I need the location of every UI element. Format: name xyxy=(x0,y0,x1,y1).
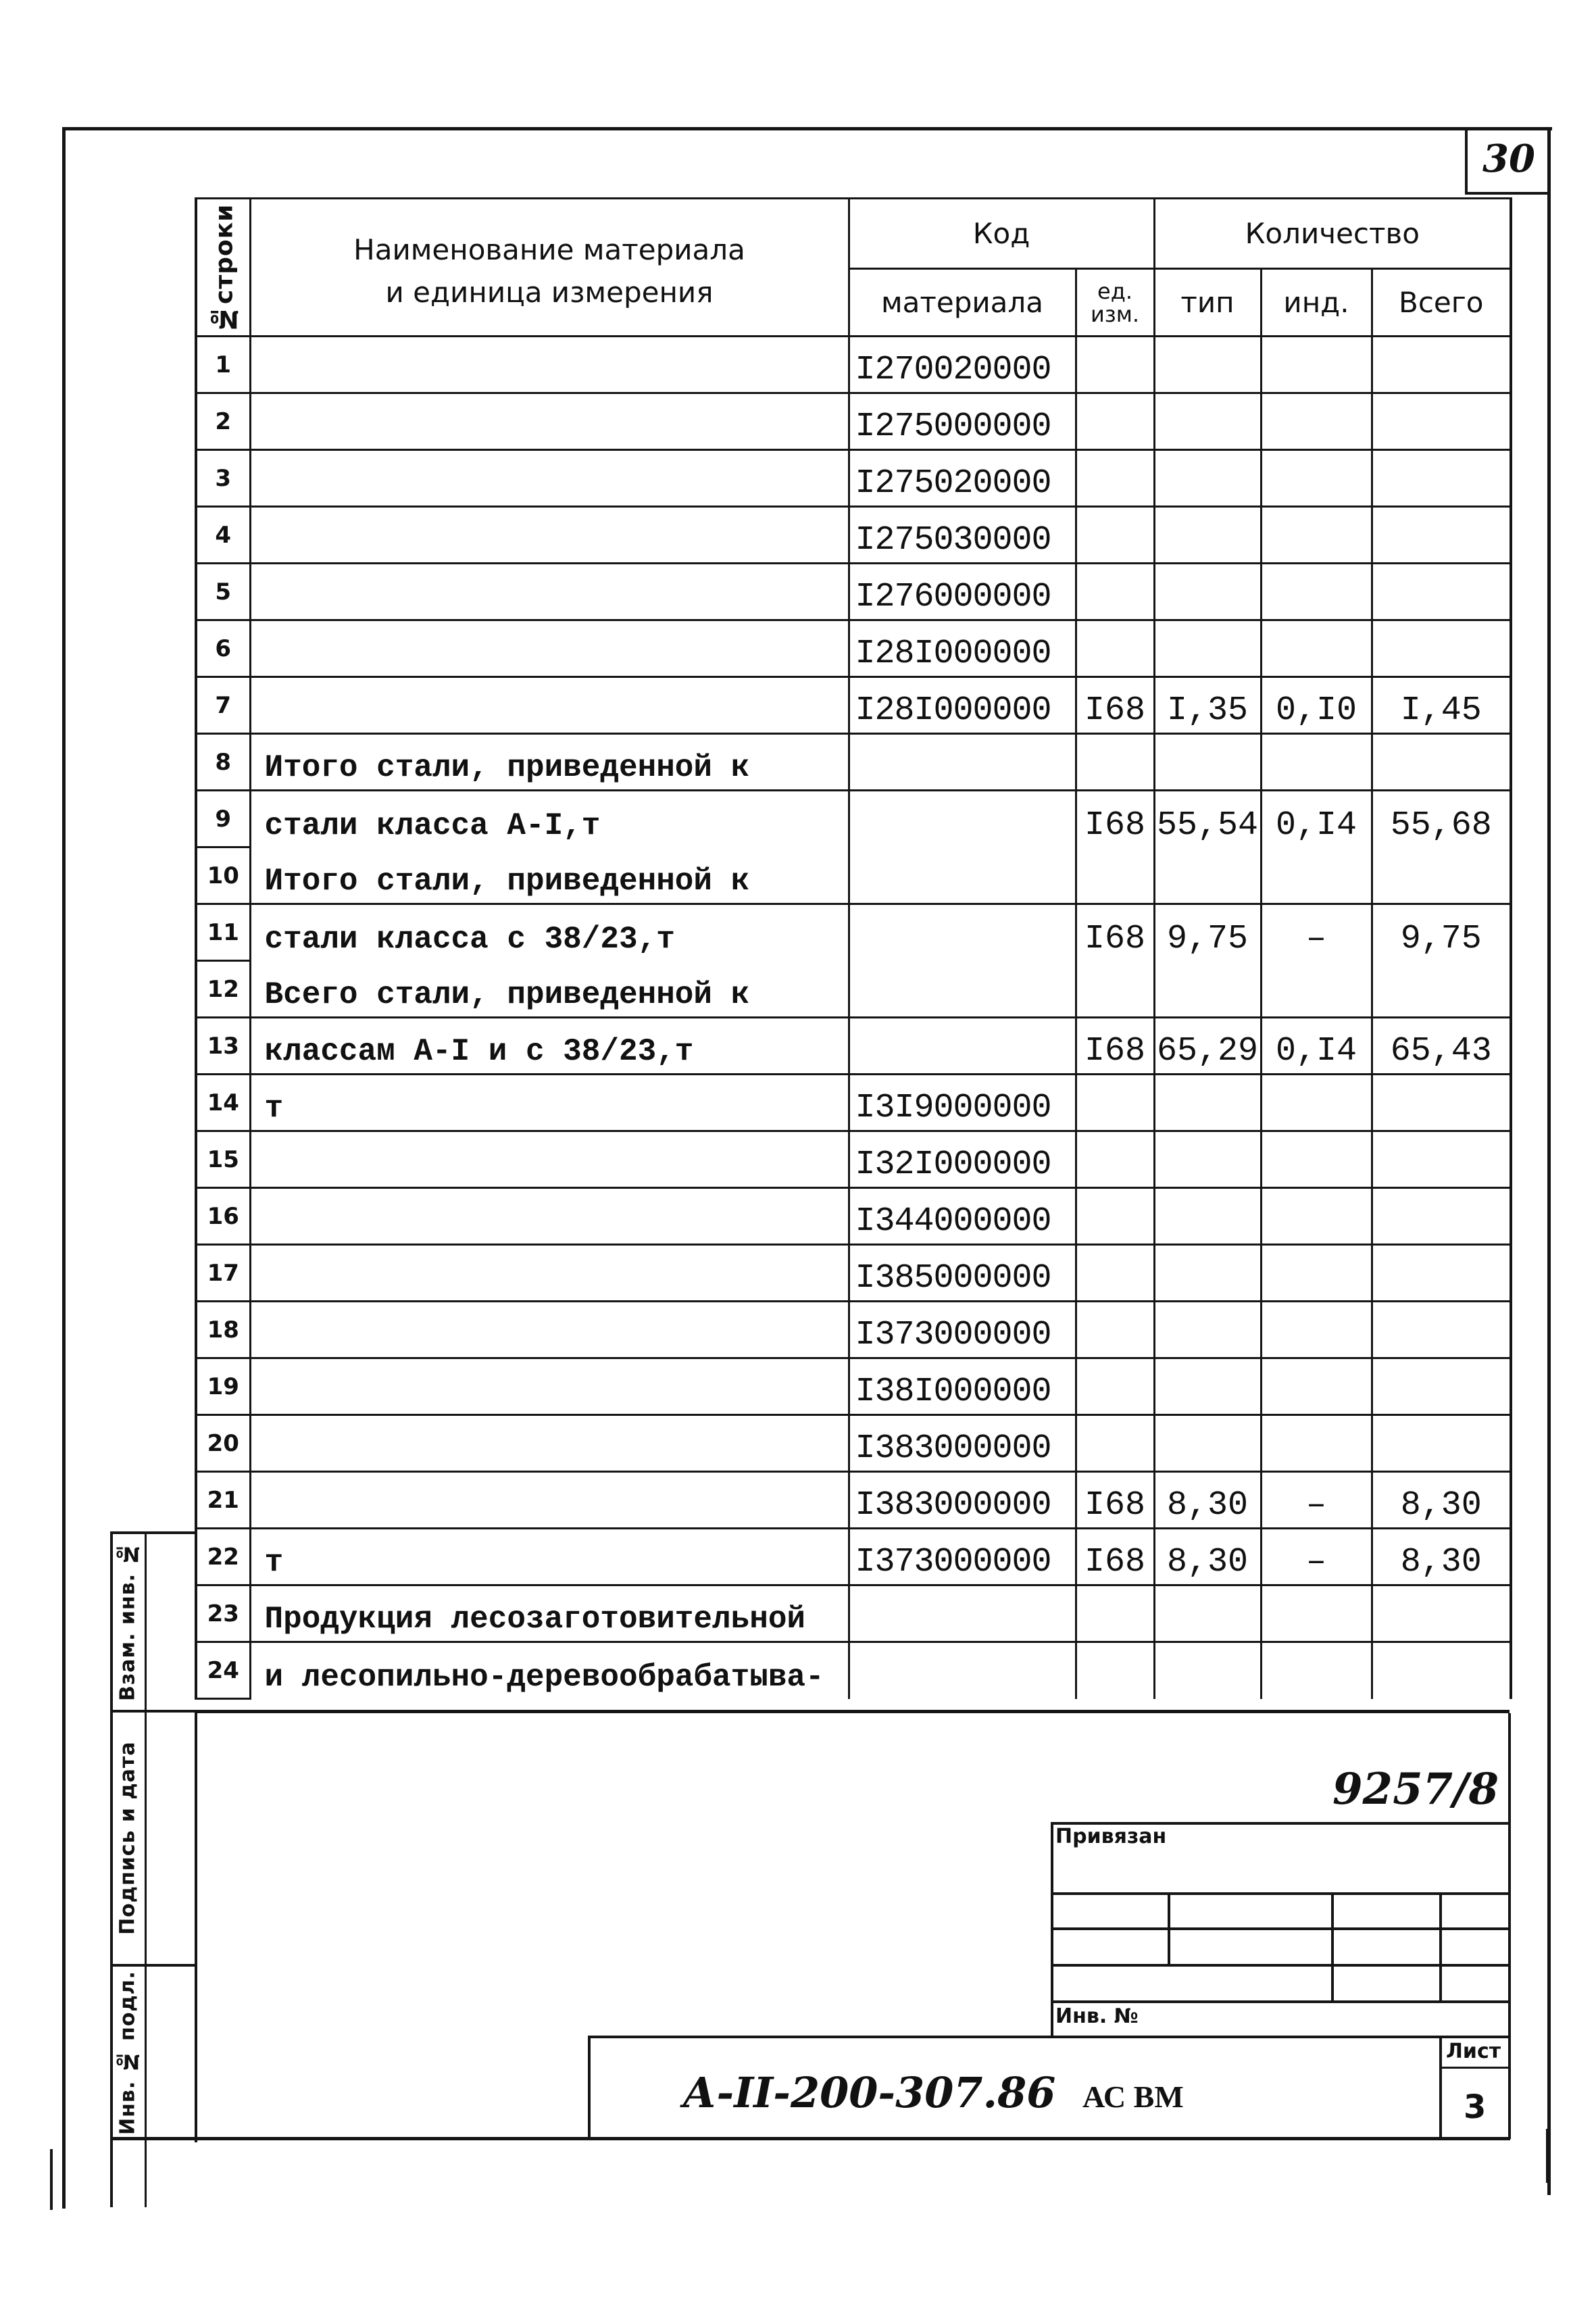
unit-code-cell xyxy=(1076,1358,1154,1415)
material-name-cell: т xyxy=(250,1075,849,1131)
unit-code-cell xyxy=(1076,450,1154,507)
qty-total-cell: 8,30 xyxy=(1372,1472,1511,1529)
table-row xyxy=(196,620,1511,677)
table-row xyxy=(196,1188,1511,1245)
qty-total-cell xyxy=(1372,393,1511,450)
qty-total-cell xyxy=(1372,734,1511,791)
material-code-cell xyxy=(849,1018,1076,1075)
table-row xyxy=(196,1358,1511,1415)
material-code-cell: I32I000000 xyxy=(849,1131,1076,1188)
qty-total-cell xyxy=(1372,1642,1511,1699)
row-number-header: №строки xyxy=(196,199,250,337)
qty-ind-cell xyxy=(1261,1358,1372,1415)
qty-ind-cell xyxy=(1261,564,1372,620)
tb-col-1 xyxy=(1168,1892,1170,1967)
unit-code-cell: I68 xyxy=(1076,1529,1154,1585)
row-number-cell: 21 xyxy=(196,1472,250,1529)
qty-ind-cell xyxy=(1261,337,1372,393)
name-header-line2: и единица измерения xyxy=(385,276,714,309)
tb-main-left xyxy=(588,2036,591,2140)
qty-type-cell xyxy=(1154,1131,1261,1188)
material-name-cell xyxy=(250,1131,849,1188)
name-header xyxy=(250,199,849,337)
material-code-cell: I373000000 xyxy=(849,1529,1076,1585)
qty-type-cell xyxy=(1154,620,1261,677)
qty-type-cell xyxy=(1154,734,1261,791)
material-name-cell xyxy=(250,620,849,677)
table-bottom-line xyxy=(195,1710,1510,1713)
document-code xyxy=(682,2068,1184,2117)
table-row xyxy=(196,1472,1511,1529)
qty-type-cell: 65,29 xyxy=(1154,1018,1261,1075)
qty-type-cell xyxy=(1154,564,1261,620)
table-row xyxy=(196,734,1511,791)
unit-code-cell xyxy=(1076,507,1154,564)
margin-outer-left xyxy=(195,1710,197,2142)
qty-total-cell: 65,43 xyxy=(1372,1018,1511,1075)
qty-total-cell xyxy=(1372,1245,1511,1302)
row-number-cell: 20 xyxy=(196,1415,250,1472)
qty-type-cell: 8,30 xyxy=(1154,1529,1261,1585)
margin-sep-2 xyxy=(110,1964,197,1967)
material-code-cell: I28I000000 xyxy=(849,620,1076,677)
material-code-cell xyxy=(849,1585,1076,1642)
material-code-cell xyxy=(849,847,1076,904)
table-row xyxy=(196,1075,1511,1131)
qty-type-cell xyxy=(1154,1075,1261,1131)
qty-type-cell: I,35 xyxy=(1154,677,1261,734)
unit-code-cell xyxy=(1076,1415,1154,1472)
table-row xyxy=(196,1585,1511,1642)
name-header-line1: Наименование материала xyxy=(353,233,745,266)
unit-code-cell xyxy=(1076,1245,1154,1302)
binding-tick-left xyxy=(50,2149,53,2210)
row-number-cell: 4 xyxy=(196,507,250,564)
material-name-cell: Всего стали, приведенной к xyxy=(250,961,849,1018)
material-code-cell: I270020000 xyxy=(849,337,1076,393)
material-name-cell xyxy=(250,1415,849,1472)
unit-code-cell: I68 xyxy=(1076,677,1154,734)
material-code-cell: I373000000 xyxy=(849,1302,1076,1358)
material-name-cell: классам А-I и с 38/23,т xyxy=(250,1018,849,1075)
material-code-cell: I344000000 xyxy=(849,1188,1076,1245)
tb-sheet-divider xyxy=(1439,2067,1510,2069)
document-code-suffix: АС ВМ xyxy=(1082,2079,1184,2114)
page-stamp: 30 xyxy=(1482,137,1535,181)
frame-right xyxy=(1547,127,1551,2195)
table-row xyxy=(196,450,1511,507)
qty-ind-cell xyxy=(1261,961,1372,1018)
sign-date-label: Подпись и дата xyxy=(116,1741,140,1936)
material-name-cell: Итого стали, приведенной к xyxy=(250,847,849,904)
unit-code-cell xyxy=(1076,1131,1154,1188)
material-name-cell xyxy=(250,450,849,507)
table-row xyxy=(196,677,1511,734)
qty-total-cell xyxy=(1372,1415,1511,1472)
material-name-cell: Итого стали, приведенной к xyxy=(250,734,849,791)
material-name-cell xyxy=(250,1245,849,1302)
table-row xyxy=(196,564,1511,620)
qty-total-cell xyxy=(1372,1188,1511,1245)
material-code-cell: I275000000 xyxy=(849,393,1076,450)
material-name-cell xyxy=(250,1358,849,1415)
row-number-cell: 22 xyxy=(196,1529,250,1585)
qty-type-cell: 55,54 xyxy=(1154,791,1261,847)
material-code-cell: I3I9000000 xyxy=(849,1075,1076,1131)
qty-total-cell xyxy=(1372,564,1511,620)
unit-code-cell xyxy=(1076,393,1154,450)
qty-ind-cell xyxy=(1261,507,1372,564)
frame-left xyxy=(62,127,66,2209)
qty-total-header: Всего xyxy=(1372,269,1511,337)
qty-type-cell xyxy=(1154,337,1261,393)
row-number-cell: 23 xyxy=(196,1585,250,1642)
material-code-cell: I385000000 xyxy=(849,1245,1076,1302)
material-name-cell xyxy=(250,393,849,450)
qty-ind-cell xyxy=(1261,1642,1372,1699)
page-stamp-box xyxy=(1465,127,1547,195)
tb-main-top xyxy=(588,2036,1510,2038)
unit-code-cell: I68 xyxy=(1076,1018,1154,1075)
qty-ind-cell: 0,I0 xyxy=(1261,677,1372,734)
qty-total-cell xyxy=(1372,1302,1511,1358)
replaced-inv-label: Взам. инв. № xyxy=(116,1541,140,1702)
material-code-cell xyxy=(849,904,1076,961)
qty-total-cell xyxy=(1372,620,1511,677)
row-number-cell: 12 xyxy=(196,961,250,1018)
margin-sep-1 xyxy=(110,1710,197,1713)
qty-ind-cell xyxy=(1261,1415,1372,1472)
qty-ind-cell xyxy=(1261,1131,1372,1188)
material-code-cell: I28I000000 xyxy=(849,677,1076,734)
qty-ind-cell: – xyxy=(1261,904,1372,961)
qty-total-cell: 8,30 xyxy=(1372,1529,1511,1585)
bound-label: Привязан xyxy=(1055,1825,1167,1848)
row-number-cell: 7 xyxy=(196,677,250,734)
unit-code-cell xyxy=(1076,961,1154,1018)
table-row xyxy=(196,1131,1511,1188)
qty-total-cell xyxy=(1372,1131,1511,1188)
qty-type-cell xyxy=(1154,1642,1261,1699)
frame-bottom xyxy=(110,2137,1510,2140)
unit-code-cell xyxy=(1076,564,1154,620)
table-row xyxy=(196,1245,1511,1302)
qty-type-cell: 9,75 xyxy=(1154,904,1261,961)
qty-ind-cell: 0,I4 xyxy=(1261,1018,1372,1075)
material-name-cell xyxy=(250,1472,849,1529)
table-row xyxy=(196,847,1511,904)
qty-type-header: тип xyxy=(1154,269,1261,337)
binding-tick-right xyxy=(1546,2129,1549,2183)
qty-ind-cell xyxy=(1261,393,1372,450)
margin-label-divider xyxy=(145,1531,147,2207)
material-name-cell: т xyxy=(250,1529,849,1585)
material-name-cell: стали класса с 38/23,т xyxy=(250,904,849,961)
qty-ind-cell xyxy=(1261,1585,1372,1642)
row-number-cell: 11 xyxy=(196,904,250,961)
tb-sheet-left xyxy=(1439,2036,1442,2140)
qty-type-cell xyxy=(1154,961,1261,1018)
material-code-cell xyxy=(849,791,1076,847)
unit-code-cell xyxy=(1076,1188,1154,1245)
qty-type-cell xyxy=(1154,450,1261,507)
material-name-cell xyxy=(250,564,849,620)
row-number-cell: 9 xyxy=(196,791,250,847)
qty-total-cell xyxy=(1372,507,1511,564)
qty-total-cell: I,45 xyxy=(1372,677,1511,734)
qty-type-cell: 8,30 xyxy=(1154,1472,1261,1529)
row-number-cell: 19 xyxy=(196,1358,250,1415)
row-number-cell: 16 xyxy=(196,1188,250,1245)
inv-label: Инв. № xyxy=(1055,2004,1139,2028)
qty-total-cell xyxy=(1372,1075,1511,1131)
quantity-group-header: Количество xyxy=(1154,199,1511,269)
material-code-cell: I38I000000 xyxy=(849,1358,1076,1415)
table-row xyxy=(196,791,1511,847)
unit-code-cell xyxy=(1076,337,1154,393)
material-code-header: материала xyxy=(849,269,1076,337)
unit-code-cell xyxy=(1076,734,1154,791)
material-code-cell: I383000000 xyxy=(849,1415,1076,1472)
qty-type-cell xyxy=(1154,393,1261,450)
unit-code-cell: I68 xyxy=(1076,791,1154,847)
qty-total-cell xyxy=(1372,450,1511,507)
unit-code-cell: I68 xyxy=(1076,1472,1154,1529)
unit-code-cell xyxy=(1076,1585,1154,1642)
table-row xyxy=(196,1302,1511,1358)
row-number-cell: 6 xyxy=(196,620,250,677)
orig-inv-label: Инв. № подл. xyxy=(116,1970,140,2135)
material-name-cell: и лесопильно-деревообрабатыва- xyxy=(250,1642,849,1699)
table-row xyxy=(196,393,1511,450)
material-code-cell: I276000000 xyxy=(849,564,1076,620)
table-row xyxy=(196,1642,1511,1699)
row-number-cell: 8 xyxy=(196,734,250,791)
document-code-main: А-II-200-307.86 xyxy=(682,2068,1056,2117)
material-code-cell: I275030000 xyxy=(849,507,1076,564)
qty-ind-cell: – xyxy=(1261,1472,1372,1529)
row-number-cell: 18 xyxy=(196,1302,250,1358)
qty-total-cell xyxy=(1372,847,1511,904)
unit-code-cell xyxy=(1076,1302,1154,1358)
sheet-number: 3 xyxy=(1464,2088,1487,2126)
frame-right-bottom xyxy=(1508,1713,1511,2139)
table-row xyxy=(196,1018,1511,1075)
qty-type-cell xyxy=(1154,507,1261,564)
table-row xyxy=(196,337,1511,393)
unit-code-header: ед. изм. xyxy=(1076,269,1154,337)
row-number-cell: 10 xyxy=(196,847,250,904)
qty-total-cell xyxy=(1372,337,1511,393)
material-code-cell: I383000000 xyxy=(849,1472,1076,1529)
qty-ind-cell xyxy=(1261,450,1372,507)
row-number-cell: 5 xyxy=(196,564,250,620)
qty-total-cell xyxy=(1372,1585,1511,1642)
material-name-cell: стали класса А-I,т xyxy=(250,791,849,847)
material-name-cell xyxy=(250,337,849,393)
unit-code-cell xyxy=(1076,1075,1154,1131)
qty-type-cell xyxy=(1154,847,1261,904)
row-number-cell: 1 xyxy=(196,337,250,393)
handwritten-number: 9257/8 xyxy=(1332,1764,1499,1815)
material-code-cell xyxy=(849,961,1076,1018)
qty-type-cell xyxy=(1154,1358,1261,1415)
material-name-cell xyxy=(250,677,849,734)
qty-total-cell xyxy=(1372,1358,1511,1415)
table-row xyxy=(196,507,1511,564)
qty-total-cell: 9,75 xyxy=(1372,904,1511,961)
tb-col-3 xyxy=(1439,1892,1442,2003)
qty-ind-header: инд. xyxy=(1261,269,1372,337)
unit-code-cell xyxy=(1076,620,1154,677)
table-body xyxy=(196,337,1511,1699)
qty-ind-cell xyxy=(1261,847,1372,904)
qty-total-cell: 55,68 xyxy=(1372,791,1511,847)
code-group-header: Код xyxy=(849,199,1154,269)
tb-col-2 xyxy=(1331,1892,1334,2003)
qty-ind-cell xyxy=(1261,1188,1372,1245)
material-code-cell xyxy=(849,1642,1076,1699)
row-number-cell: 3 xyxy=(196,450,250,507)
table-row xyxy=(196,1415,1511,1472)
sheet-label: Лист xyxy=(1446,2040,1501,2063)
unit-code-cell: I68 xyxy=(1076,904,1154,961)
qty-ind-cell xyxy=(1261,734,1372,791)
unit-code-cell xyxy=(1076,1642,1154,1699)
qty-ind-cell xyxy=(1261,620,1372,677)
qty-ind-cell xyxy=(1261,1075,1372,1131)
qty-type-cell xyxy=(1154,1415,1261,1472)
qty-total-cell xyxy=(1372,961,1511,1018)
row-number-cell: 24 xyxy=(196,1642,250,1699)
qty-ind-cell: 0,I4 xyxy=(1261,791,1372,847)
row-number-cell: 14 xyxy=(196,1075,250,1131)
row-number-cell: 2 xyxy=(196,393,250,450)
material-name-cell xyxy=(250,507,849,564)
material-code-cell: I275020000 xyxy=(849,450,1076,507)
qty-type-cell xyxy=(1154,1302,1261,1358)
material-name-cell xyxy=(250,1302,849,1358)
qty-type-cell xyxy=(1154,1585,1261,1642)
frame-top xyxy=(62,127,1552,130)
row-number-cell: 17 xyxy=(196,1245,250,1302)
qty-ind-cell: – xyxy=(1261,1529,1372,1585)
unit-code-cell xyxy=(1076,847,1154,904)
table-row xyxy=(196,1529,1511,1585)
qty-type-cell xyxy=(1154,1245,1261,1302)
table-row xyxy=(196,904,1511,961)
table-row xyxy=(196,961,1511,1018)
qty-ind-cell xyxy=(1261,1245,1372,1302)
row-number-cell: 13 xyxy=(196,1018,250,1075)
row-number-cell: 15 xyxy=(196,1131,250,1188)
material-name-cell xyxy=(250,1188,849,1245)
qty-type-cell xyxy=(1154,1188,1261,1245)
materials-table xyxy=(195,197,1512,1700)
material-code-cell xyxy=(849,734,1076,791)
tb-bound-left xyxy=(1051,1822,1053,2038)
qty-ind-cell xyxy=(1261,1302,1372,1358)
material-name-cell: Продукция лесозаготовительной xyxy=(250,1585,849,1642)
